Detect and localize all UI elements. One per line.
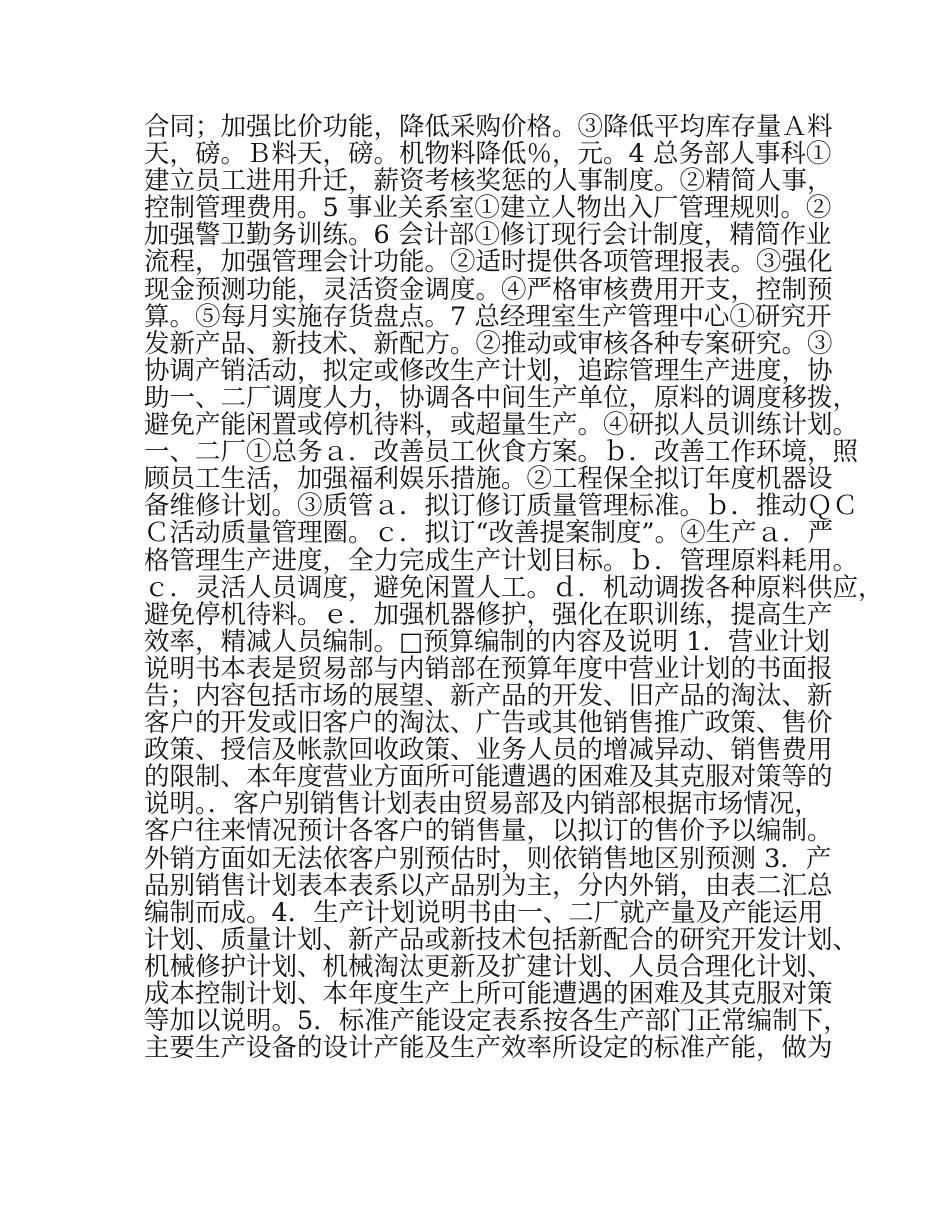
text-line: 格管理生产进度，全力完成生产计划目标。ｂ．管理原料耗用。 (144, 545, 859, 576)
text-line: ｃ．灵活人员调度，避免闲置人工。ｄ．机动调拨各种原料供应， (144, 572, 884, 603)
text-line: 说明。．客户别销售计划表由贸易部及内销部根据市场情况， (144, 789, 820, 820)
text-line: 政策、授信及帐款回收政策、业务人员的增减异动、销售费用 (144, 735, 833, 766)
text-line: 加强警卫勤务训练。6 会计部①修订现行会计制度，精简作业 (144, 220, 832, 251)
text-line: 成本控制计划、本年度生产上所可能遭遇的困难及其克服对策 (144, 979, 833, 1009)
text-line: 现金预测功能，灵活资金调度。④严格审核费用开支，控制预 (144, 274, 833, 305)
text-line: 告；内容包括市场的展望、新产品的开发、旧产品的淘汰、新 (144, 680, 833, 711)
body-text (144, 112, 884, 1064)
text-line: 客户往来情况预计各客户的销售量，以拟订的售价予以编制。 (144, 816, 833, 847)
text-line: 备维修计划。③质管ａ．拟订修订质量管理标准。ｂ．推动ＱＣ (144, 491, 859, 522)
text-line: 编制而成。4．生产计划说明书由一、二厂就产量及产能运用 (144, 897, 824, 928)
text-line: 建立员工进用升迁，薪资考核奖惩的人事制度。②精简人事， (144, 166, 833, 197)
text-line: 品别销售计划表本表系以产品别为主，分内外销，由表二汇总 (144, 870, 833, 901)
text-line: 等加以说明。5．标准产能设定表系按各生产部门正常编制下， (144, 1006, 849, 1037)
text-line: 合同；加强比价功能，降低采购价格。③降低平均库存量Ａ料 (144, 112, 833, 142)
text-line: 机械修护计划、机械淘汰更新及扩建计划、人员合理化计划、 (144, 951, 833, 982)
text-line: 顾员工生活，加强福利娱乐措施。②工程保全拟订年度机器设 (144, 464, 833, 495)
text-line: 外销方面如无法依客户别预估时，则依销售地区别预测 3．产 (144, 843, 832, 874)
text-line: 说明书本表是贸易部与内销部在预算年度中营业计划的书面报 (144, 653, 833, 684)
text-line: 主要生产设备的设计产能及生产效率所设定的标准产能，做为 (144, 1033, 833, 1064)
text-line: Ｃ活动质量管理圈。ｃ．拟订“改善提案制度”。④生产ａ．严 (144, 518, 834, 549)
text-line: 计划、质量计划、新产品或新技术包括新配合的研究开发计划、 (144, 924, 859, 955)
text-line: 流程，加强管理会计功能。②适时提供各项管理报表。③强化 (144, 247, 833, 278)
text-line: 避免产能闲置或停机待料，或超量生产。④研拟人员训练计划。 (144, 410, 859, 441)
text-line: 协调产销活动，拟定或修改生产计划，追踪管理生产进度，协 (144, 355, 833, 386)
text-line: 控制管理费用。5 事业关系室①建立人物出入厂管理规则。② (144, 193, 832, 224)
text-line: 算。⑤每月实施存货盘点。7 总经理室生产管理中心①研究开 (144, 301, 832, 332)
text-line: 客户的开发或旧客户的淘汰、广告或其他销售推广政策、售价 (144, 708, 833, 739)
text-line: 避免停机待料。ｅ．加强机器修护，强化在职训练，提高生产 (144, 599, 833, 630)
text-line: 天，磅。Ｂ料天，磅。机物料降低％，元。4 总务部人事科① (144, 139, 832, 170)
text-line: 一、二厂①总务ａ．改善员工伙食方案。ｂ．改善工作环境，照 (144, 437, 859, 468)
text-line: 效率，精减人员编制。□预算编制的内容及说明 1．营业计划 (144, 626, 830, 657)
text-line: 助一、二厂调度人力，协调各中间生产单位，原料的调度移拨， (144, 382, 859, 413)
text-line: 的限制、本年度营业方面所可能遭遇的困难及其克服对策等的 (144, 762, 833, 793)
text-line: 发新产品、新技术、新配方。②推动或审核各种专案研究。③ (144, 328, 833, 359)
